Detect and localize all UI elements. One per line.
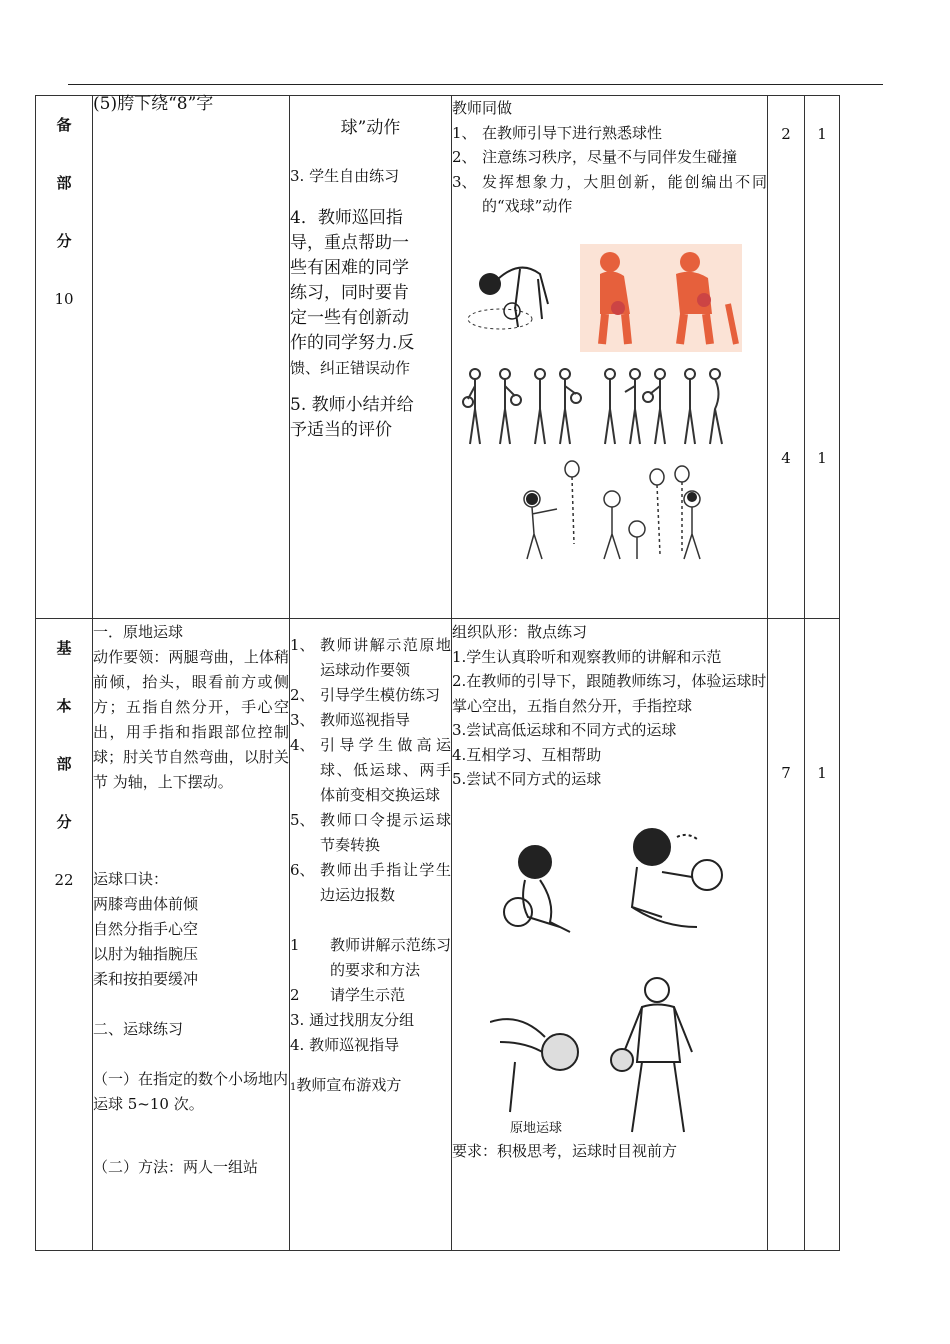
content-text: 自然分指手心空: [93, 920, 199, 938]
list-item: 1 教师讲解示范练习的要求和方法: [290, 936, 451, 979]
table-row: [36, 96, 840, 619]
teacher-line: 5. 教师小结并给: [290, 395, 414, 415]
teacher-paragraph: [290, 206, 451, 381]
section-char: 本: [56, 697, 72, 715]
figure-illustration: [512, 459, 727, 574]
teacher-line: 练习，同时要肯: [290, 283, 409, 303]
figure-illustration: [580, 244, 742, 352]
illustrations: [452, 219, 767, 559]
teacher-line: 球”动作: [340, 118, 401, 138]
list-item: 1.学生认真聆听和观察教师的讲解和示范: [452, 647, 722, 666]
list-item: 3、 发挥想象力，大胆创新，能创编出不同的“戏球”动作: [452, 172, 767, 215]
teacher-line: 些有困难的同学: [290, 258, 409, 278]
section-cell: [36, 96, 93, 619]
teacher-line: 4. 教师巡视指导: [290, 1036, 400, 1054]
count-value: 1: [817, 449, 827, 467]
lesson-plan-table: [35, 95, 840, 1251]
content-text: 以肘为轴指腕压: [93, 945, 199, 963]
illustrations: [452, 792, 767, 1147]
times-value: 7: [781, 764, 791, 782]
list-item: 4.互相学习、互相帮助: [452, 745, 602, 764]
times-value: 2: [781, 125, 791, 143]
teacher-line: 定一些有创新动: [290, 308, 409, 328]
teacher-line: 3. 通过找朋友分组: [290, 1011, 415, 1029]
section-minutes: 10: [54, 290, 74, 308]
list-item: 2.在教师的引导下，跟随教师练习，体验运球时掌心空出，五指自然分开，手指控球: [452, 672, 767, 715]
teacher-list: [290, 933, 451, 1008]
teacher-cell: [290, 96, 452, 619]
teacher-line: 导，重点帮助一: [290, 233, 409, 253]
figure-illustration: [490, 832, 590, 942]
teacher-line: 馈、纠正错误动作: [290, 359, 411, 377]
content-text: （二）方法：两人一组站: [93, 1158, 259, 1176]
count-value: 1: [817, 125, 827, 143]
list-item: 5.尝试不同方式的运球: [452, 770, 602, 788]
teacher-line: 予适当的评价: [290, 420, 392, 440]
section-char: 备: [56, 116, 72, 134]
student-title: 组织队形：散点练习: [452, 623, 588, 641]
section-char: 部: [56, 174, 72, 192]
list-item: 1、 在教师引导下进行熟悉球性: [452, 123, 663, 142]
list-item: 4、 引导学生做高运球、低运球、两手体前变相交换运球: [290, 736, 451, 804]
student-title: 教师同做: [452, 99, 513, 117]
count-value: 1: [817, 764, 827, 782]
teacher-line: 3. 学生自由练习: [290, 167, 400, 185]
count-cell: [805, 96, 840, 619]
teacher-line: 1教师宣布游戏方: [290, 1076, 402, 1094]
teacher-list: [290, 633, 451, 908]
count-cell: [805, 619, 840, 1251]
times-cell: [768, 619, 805, 1251]
section-minutes: 22: [54, 871, 74, 889]
content-cell: [93, 96, 290, 619]
content-text: 柔和按拍要缓冲: [93, 970, 199, 988]
figure-illustration: [460, 364, 730, 449]
section-cell: [36, 619, 93, 1251]
section-char: 分: [56, 232, 72, 250]
teacher-line: 作的同学努力.反: [290, 333, 415, 353]
list-item: 2、 注意练习秩序，尽量不与同伴发生碰撞: [452, 148, 738, 166]
figure-illustration: [490, 1002, 590, 1117]
teacher-line: 4．教师巡回指: [290, 208, 403, 228]
content-heading: 二、运球练习: [93, 1020, 184, 1038]
list-item: 2、 引导学生模仿练习: [290, 686, 441, 704]
list-item: 2 请学生示范: [290, 986, 406, 1004]
section-char: 基: [56, 639, 72, 657]
list-item: 6、 教师出手指让学生边运边报数: [290, 861, 451, 904]
header-rule: [68, 84, 883, 85]
figure-illustration: [602, 972, 717, 1147]
illustration-caption: 原地运球: [510, 1120, 563, 1136]
content-cell: [93, 619, 290, 1251]
table-row: [36, 619, 840, 1251]
student-cell: [452, 619, 768, 1251]
list-item: 1、 教师讲解示范原地运球动作要领: [290, 636, 451, 679]
times-cell: [768, 96, 805, 619]
figure-illustration: [602, 817, 742, 942]
teacher-paragraph: [290, 393, 451, 443]
teacher-cell: [290, 619, 452, 1251]
content-text: 两膝弯曲体前倾: [93, 895, 199, 913]
requirement-text: 要求：积极思考，运球时目视前方: [452, 1141, 678, 1160]
content-text: (5)胯下绕“8”字: [93, 94, 214, 114]
list-item: 3、 教师巡视指导: [290, 711, 411, 729]
times-value: 4: [781, 449, 791, 467]
student-list: [452, 121, 767, 219]
student-cell: [452, 96, 768, 619]
content-heading: 一．原地运球: [93, 623, 184, 641]
section-char: 部: [56, 755, 72, 773]
content-heading: 运球口诀：: [93, 870, 169, 888]
list-item: 5、 教师口令提示运球节奏转换: [290, 811, 451, 854]
list-item: 3.尝试高低运球和不同方式的运球: [452, 721, 677, 739]
content-text: （一）在指定的数个小场地内运球 5~10 次。: [93, 1070, 289, 1113]
figure-illustration: [460, 249, 560, 339]
section-char: 分: [56, 813, 72, 831]
content-text: 动作要领：两腿弯曲，上体稍前倾，抬头，眼看前方或侧方；五指自然分开，手心空出，用手指和指跟部位控制球；肘关节自然弯曲，以肘关节 为轴，上下摆动。: [93, 648, 289, 791]
